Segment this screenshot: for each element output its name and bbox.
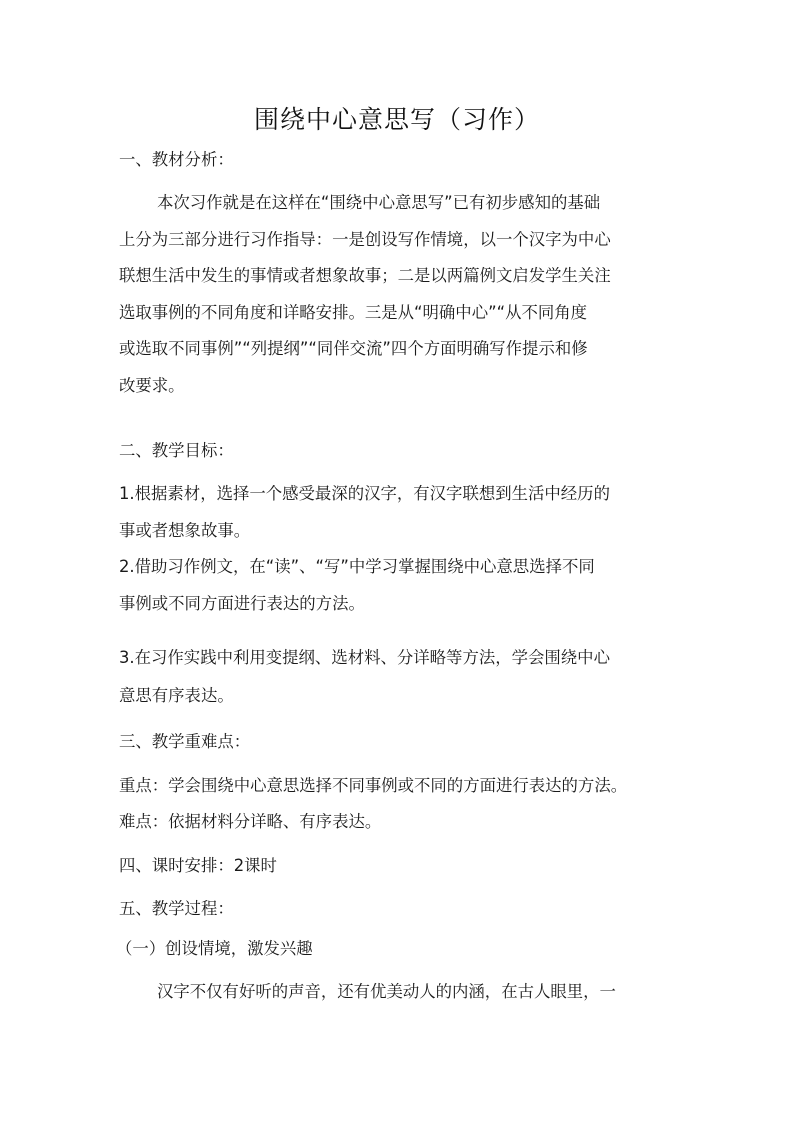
paragraph-line: 事例或不同方面进行表达的方法。	[119, 594, 365, 613]
section-heading-schedule: 四、课时安排：2课时	[119, 856, 277, 875]
document-title: 围绕中心意思写（习作）	[253, 105, 540, 134]
paragraph-line: 选取事例的不同角度和详略安排。三是从“明确中心”“从不同角度	[119, 303, 588, 322]
paragraph-line: 联想生活中发生的事情或者想象故事；二是以两篇例文启发学生关注	[119, 266, 611, 285]
paragraph-line: 难点：依据材料分详略、有序表达。	[119, 812, 382, 831]
section-heading-teaching-goals: 二、教学目标：	[119, 441, 234, 460]
paragraph-line: 3.在习作实践中利用变提纲、选材料、分详略等方法，学会围绕中心	[119, 648, 610, 667]
paragraph-line: 意思有序表达。	[119, 686, 234, 705]
section-heading-key-points: 三、教学重难点：	[119, 732, 251, 751]
paragraph-line: 或选取不同事例”“列提纲”“同伴交流”四个方面明确写作提示和修	[119, 339, 588, 358]
paragraph-line: 重点：学会围绕中心意思选择不同事例或不同的方面进行表达的方法。	[119, 776, 628, 795]
paragraph-line: 本次习作就是在这样在“围绕中心意思写”已有初步感知的基础	[157, 193, 601, 212]
section-heading-material-analysis: 一、教材分析：	[119, 150, 234, 169]
paragraph-line: 2.借助习作例文，在“读”、“写”中学习掌握围绕中心意思选择不同	[119, 557, 595, 576]
paragraph-line: 上分为三部分进行习作指导：一是创设写作情境，以一个汉字为中心	[119, 230, 611, 249]
subsection-heading: （一）创设情境，激发兴趣	[116, 939, 313, 958]
paragraph-line: 改要求。	[119, 376, 185, 395]
paragraph-line: 1.根据素材，选择一个感受最深的汉字，有汉字联想到生活中经历的	[119, 484, 610, 503]
section-heading-teaching-process: 五、教学过程：	[119, 899, 234, 918]
paragraph-line: 事或者想象故事。	[119, 521, 251, 540]
paragraph-line: 汉字不仅有好听的声音，还有优美动人的内涵，在古人眼里，一	[157, 982, 616, 1001]
